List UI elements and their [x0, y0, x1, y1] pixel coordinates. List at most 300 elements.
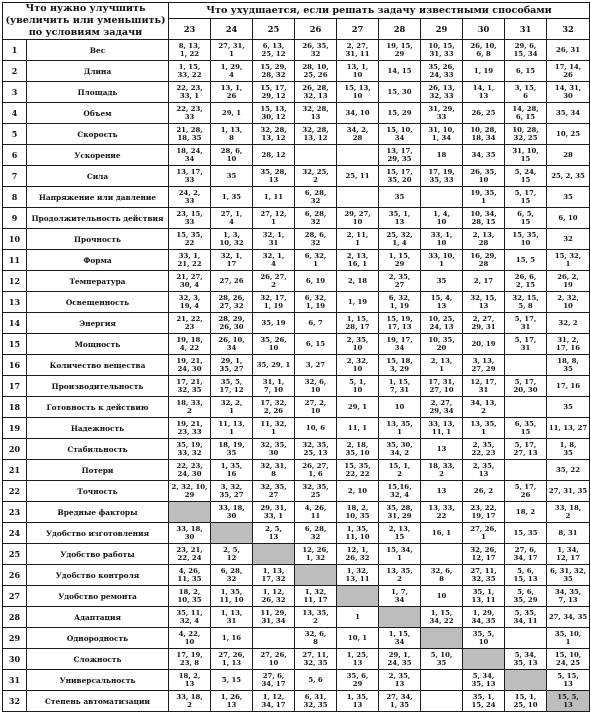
- matrix-cell: 11, 1: [337, 418, 379, 439]
- matrix-cell: 2, 35, 22, 23: [463, 439, 505, 460]
- matrix-cell: 35: [421, 271, 463, 292]
- matrix-cell: 32, 2, 1: [211, 397, 253, 418]
- matrix-cell: 18, 2: [505, 502, 547, 523]
- matrix-cell: 5, 6, 35, 29: [505, 586, 547, 607]
- header-improve: Что нужно улучшить (увеличить или уменьшить) по условиям задачи: [3, 3, 169, 40]
- matrix-cell: 15, 1, 25, 10: [505, 691, 547, 712]
- matrix-cell: 2, 10: [337, 481, 379, 502]
- matrix-cell: 31, 10, 15: [505, 145, 547, 166]
- matrix-cell: 33, 18, 2: [547, 502, 590, 523]
- row-parameter-name: Освещенность: [27, 292, 169, 313]
- matrix-cell: [505, 670, 547, 691]
- row-number: 10: [3, 229, 27, 250]
- row-parameter-name: Удобство изготовления: [27, 523, 169, 544]
- table-row: [3, 187, 590, 208]
- matrix-cell: 11, 13, 1: [211, 418, 253, 439]
- row-number: 3: [3, 82, 27, 103]
- matrix-cell: 27, 26, 1, 13: [211, 649, 253, 670]
- row-parameter-name: Вредные факторы: [27, 502, 169, 523]
- matrix-cell: 13, 35, 1: [463, 418, 505, 439]
- matrix-cell: 2, 27, 29, 34: [421, 397, 463, 418]
- matrix-cell: 33, 18, 30: [211, 502, 253, 523]
- row-number: 31: [3, 670, 27, 691]
- matrix-cell: 6, 28, 32: [295, 208, 337, 229]
- matrix-cell: 15, 13, 10: [337, 82, 379, 103]
- matrix-cell: 13: [421, 481, 463, 502]
- matrix-cell: 1, 11: [253, 187, 295, 208]
- matrix-cell: 35, 28, 13: [253, 166, 295, 187]
- matrix-cell: 25, 11: [337, 166, 379, 187]
- matrix-cell: 2, 27, 29, 31: [463, 313, 505, 334]
- matrix-cell: 2, 18, 35, 10: [337, 439, 379, 460]
- matrix-cell: 6, 7: [295, 313, 337, 334]
- matrix-cell: 17, 16: [547, 376, 590, 397]
- matrix-cell: 17, 19, 35, 33: [421, 166, 463, 187]
- matrix-cell: 35, 26, 10: [253, 334, 295, 355]
- row-parameter-name: Производительность: [27, 376, 169, 397]
- matrix-cell: [337, 145, 379, 166]
- table-row: [3, 607, 590, 628]
- matrix-cell: 10, 1: [337, 628, 379, 649]
- matrix-cell: 32, 28, 13, 12: [253, 124, 295, 145]
- matrix-cell: 1, 15, 34, 22: [421, 607, 463, 628]
- matrix-cell: 2, 35, 10: [337, 334, 379, 355]
- matrix-cell: 1, 19: [463, 61, 505, 82]
- matrix-cell: 27, 2, 10: [295, 397, 337, 418]
- row-parameter-name: Мощность: [27, 334, 169, 355]
- matrix-cell: 15, 5, 13: [547, 691, 590, 712]
- matrix-cell: 35, 34: [547, 103, 590, 124]
- matrix-cell: 26, 2: [463, 481, 505, 502]
- matrix-cell: 29, 6, 15, 34: [505, 40, 547, 61]
- matrix-cell: 1, 8, 35: [547, 439, 590, 460]
- matrix-cell: 2, 11, 1: [337, 229, 379, 250]
- matrix-cell: 2, 32, 10: [337, 355, 379, 376]
- matrix-cell: 10, 28, 18, 34: [463, 124, 505, 145]
- matrix-cell: 33, 18, 30: [169, 523, 211, 544]
- matrix-cell: [295, 565, 337, 586]
- matrix-cell: 13: [421, 439, 463, 460]
- column-header-30: 30: [463, 18, 505, 39]
- matrix-cell: 12, 1, 26, 32: [337, 544, 379, 565]
- matrix-cell: [379, 607, 421, 628]
- matrix-cell: 12, 17, 31: [463, 376, 505, 397]
- row-number: 18: [3, 397, 27, 418]
- row-parameter-name: Температура: [27, 271, 169, 292]
- matrix-cell: 32, 26, 12, 17: [463, 544, 505, 565]
- matrix-cell: 34, 35, 7, 13: [547, 586, 590, 607]
- matrix-cell: 1, 35, 11, 10: [211, 586, 253, 607]
- matrix-cell: 32, 15, 5, 8: [505, 292, 547, 313]
- matrix-cell: 27, 34, 35: [547, 607, 590, 628]
- matrix-cell: 18: [421, 145, 463, 166]
- matrix-cell: 32, 15, 13: [463, 292, 505, 313]
- table-row: [3, 670, 590, 691]
- row-parameter-name: Длина: [27, 61, 169, 82]
- matrix-cell: 2, 18: [337, 271, 379, 292]
- matrix-cell: 6, 13, 25, 12: [253, 40, 295, 61]
- matrix-cell: 5, 1, 10: [337, 376, 379, 397]
- table-row: [3, 334, 590, 355]
- matrix-cell: 15, 18, 3, 29: [379, 355, 421, 376]
- matrix-cell: 5, 15: [211, 670, 253, 691]
- row-parameter-name: Готовность к действию: [27, 397, 169, 418]
- matrix-cell: 23, 22, 19, 17: [463, 502, 505, 523]
- matrix-cell: 32, 35, 27: [253, 481, 295, 502]
- matrix-cell: 1, 12, 26, 32: [253, 586, 295, 607]
- table-row: [3, 103, 590, 124]
- row-number: 25: [3, 544, 27, 565]
- matrix-cell: 15, 35, 22, 22: [337, 460, 379, 481]
- matrix-cell: 27, 1, 4: [211, 208, 253, 229]
- table-row: [3, 82, 590, 103]
- row-number: 32: [3, 691, 27, 712]
- matrix-cell: 4, 26, 11, 35: [169, 565, 211, 586]
- matrix-cell: 13, 17, 29, 35: [379, 145, 421, 166]
- matrix-cell: 19, 17, 34: [379, 334, 421, 355]
- table-row: [3, 691, 590, 712]
- matrix-cell: 10, 34, 28, 15: [463, 208, 505, 229]
- column-header-29: 29: [421, 18, 463, 39]
- matrix-cell: 13, 17, 33: [169, 166, 211, 187]
- matrix-cell: 26, 10, 34: [211, 334, 253, 355]
- matrix-cell: [505, 397, 547, 418]
- matrix-cell: 6, 32, 1, 19: [295, 292, 337, 313]
- matrix-cell: 8, 13, 1, 22: [169, 40, 211, 61]
- matrix-cell: 10: [421, 586, 463, 607]
- matrix-cell: 3, 32, 35, 27: [211, 481, 253, 502]
- matrix-cell: 15,16, 32, 4: [379, 481, 421, 502]
- matrix-cell: 2, 32, 10, 29: [169, 481, 211, 502]
- row-parameter-name: Сила: [27, 166, 169, 187]
- matrix-cell: 2, 13, 16, 1: [337, 250, 379, 271]
- matrix-cell: 15, 32, 1: [547, 250, 590, 271]
- matrix-cell: 18, 8, 35: [547, 355, 590, 376]
- matrix-cell: 6, 31, 32, 35: [547, 565, 590, 586]
- matrix-cell: 1, 4, 10: [421, 208, 463, 229]
- matrix-cell: 32, 28, 13, 12: [295, 124, 337, 145]
- matrix-cell: 17, 19, 23, 8: [169, 649, 211, 670]
- matrix-cell: 35, 1, 13, 11: [463, 586, 505, 607]
- matrix-cell: 26, 27, 2: [253, 271, 295, 292]
- matrix-cell: 35, 30, 34, 2: [379, 439, 421, 460]
- row-parameter-name: Форма: [27, 250, 169, 271]
- matrix-cell: 6, 35, 15: [505, 418, 547, 439]
- matrix-cell: 27, 11, 32, 35: [295, 649, 337, 670]
- matrix-cell: 14, 28, 6, 15: [505, 103, 547, 124]
- table-row: [3, 355, 590, 376]
- matrix-cell: 15, 19, 17, 13: [379, 313, 421, 334]
- table-row: [3, 229, 590, 250]
- matrix-cell: 8, 31: [547, 523, 590, 544]
- column-header-23: 23: [169, 18, 211, 39]
- row-parameter-name: Степень автоматизации: [27, 691, 169, 712]
- matrix-cell: 1, 13, 17, 32: [253, 565, 295, 586]
- column-header-27: 27: [337, 18, 379, 39]
- row-number: 8: [3, 187, 27, 208]
- matrix-cell: 4, 26, 11: [295, 502, 337, 523]
- matrix-cell: 1, 15, 29: [379, 250, 421, 271]
- matrix-cell: 27, 26, 10: [253, 649, 295, 670]
- matrix-cell: 22, 23, 24, 30: [169, 460, 211, 481]
- matrix-cell: 29, 1, 24, 35: [379, 649, 421, 670]
- row-number: 11: [3, 250, 27, 271]
- matrix-cell: 35, 1, 13: [379, 208, 421, 229]
- matrix-cell: 15, 10, 34: [379, 124, 421, 145]
- matrix-cell: 1, 13, 31: [211, 607, 253, 628]
- row-number: 21: [3, 460, 27, 481]
- matrix-cell: 32, 3, 19, 4: [169, 292, 211, 313]
- matrix-cell: 29, 31, 33, 1: [253, 502, 295, 523]
- matrix-cell: 35, 19: [253, 313, 295, 334]
- matrix-cell: [211, 523, 253, 544]
- matrix-cell: 13, 1, 26: [211, 82, 253, 103]
- matrix-cell: 23, 21, 22, 24: [169, 544, 211, 565]
- matrix-cell: 15, 4, 13: [421, 292, 463, 313]
- matrix-cell: 27, 11, 32, 35: [463, 565, 505, 586]
- row-parameter-name: Ускорение: [27, 145, 169, 166]
- matrix-cell: 35, 6, 29: [337, 670, 379, 691]
- matrix-cell: 32, 25, 2: [295, 166, 337, 187]
- matrix-cell: 2, 27, 31, 11: [337, 40, 379, 61]
- matrix-cell: 1, 35: [211, 187, 253, 208]
- matrix-cell: 34, 10: [337, 103, 379, 124]
- matrix-cell: 6, 32, 1, 19: [379, 292, 421, 313]
- matrix-cell: 16, 1: [421, 523, 463, 544]
- matrix-cell: 15, 1, 2: [379, 460, 421, 481]
- matrix-cell: 15, 17, 35, 20: [379, 166, 421, 187]
- matrix-cell: 28, 26, 27, 32: [211, 292, 253, 313]
- matrix-cell: 18, 33, 2: [421, 460, 463, 481]
- matrix-cell: 26, 31: [547, 40, 590, 61]
- matrix-cell: 13, 35, 2: [295, 607, 337, 628]
- matrix-cell: 15, 17, 29, 12: [253, 82, 295, 103]
- matrix-cell: 6, 28, 32: [211, 565, 253, 586]
- matrix-cell: 32, 17, 1, 19: [253, 292, 295, 313]
- row-number: 6: [3, 145, 27, 166]
- table-row: [3, 292, 590, 313]
- matrix-cell: 15, 30: [379, 82, 421, 103]
- matrix-cell: 28, 6, 32: [295, 229, 337, 250]
- matrix-cell: 6, 32, 1: [295, 250, 337, 271]
- matrix-cell: 32, 1, 4: [253, 250, 295, 271]
- matrix-cell: 2, 32, 10: [547, 292, 590, 313]
- row-number: 27: [3, 586, 27, 607]
- row-number: 29: [3, 628, 27, 649]
- matrix-cell: 16, 29, 28: [463, 250, 505, 271]
- matrix-cell: 11, 29, 31, 34: [253, 607, 295, 628]
- column-header-25: 25: [253, 18, 295, 39]
- matrix-cell: 26, 27, 1, 6: [295, 460, 337, 481]
- matrix-cell: 31, 1, 7, 10: [253, 376, 295, 397]
- row-parameter-name: Универсальность: [27, 670, 169, 691]
- row-number: 23: [3, 502, 27, 523]
- table-row: [3, 61, 590, 82]
- row-number: 22: [3, 481, 27, 502]
- matrix-cell: 4, 22, 10: [169, 628, 211, 649]
- matrix-cell: 23, 15, 33: [169, 208, 211, 229]
- matrix-cell: 19, 21, 24, 30: [169, 355, 211, 376]
- matrix-cell: 15, 29: [379, 103, 421, 124]
- matrix-cell: 13, 33, 22: [421, 502, 463, 523]
- matrix-cell: 25, 2, 35: [547, 166, 590, 187]
- table-row: [3, 628, 590, 649]
- matrix-cell: 11, 32, 1: [253, 418, 295, 439]
- matrix-cell: 26, 35, 10: [463, 166, 505, 187]
- matrix-cell: 18, 2, 13: [169, 670, 211, 691]
- column-header-31: 31: [505, 18, 547, 39]
- matrix-cell: 6, 28, 32: [295, 523, 337, 544]
- matrix-cell: 32, 2: [547, 313, 590, 334]
- row-number: 19: [3, 418, 27, 439]
- matrix-cell: 34, 2, 28: [337, 124, 379, 145]
- row-number: 12: [3, 271, 27, 292]
- matrix-cell: [253, 544, 295, 565]
- table-row: [3, 565, 590, 586]
- matrix-cell: [337, 586, 379, 607]
- row-parameter-name: Удобство работы: [27, 544, 169, 565]
- matrix-cell: 32, 35, 25, 13: [295, 439, 337, 460]
- matrix-cell: 35: [547, 187, 590, 208]
- matrix-cell: 15, 34, 1: [379, 544, 421, 565]
- matrix-cell: 1, 35, 11, 10: [337, 523, 379, 544]
- matrix-cell: 2, 13, 1: [421, 355, 463, 376]
- matrix-cell: 3, 13, 27, 29: [463, 355, 505, 376]
- matrix-cell: 3, 15, 6: [505, 82, 547, 103]
- matrix-cell: 1, 35, 13: [337, 691, 379, 712]
- matrix-cell: 17, 21, 32, 35: [169, 376, 211, 397]
- matrix-cell: 2, 5, 13: [253, 523, 295, 544]
- matrix-cell: 5, 17, 27, 13: [505, 439, 547, 460]
- matrix-cell: 15, 29, 28, 32: [253, 61, 295, 82]
- matrix-cell: 35, 5, 10: [463, 628, 505, 649]
- row-parameter-name: Энергия: [27, 313, 169, 334]
- matrix-cell: [421, 187, 463, 208]
- matrix-cell: 26, 35, 32: [295, 40, 337, 61]
- table-row: [3, 502, 590, 523]
- row-number: 5: [3, 124, 27, 145]
- matrix-cell: 33, 13, 11, 1: [421, 418, 463, 439]
- matrix-cell: 15, 35, 10: [505, 229, 547, 250]
- matrix-cell: 5, 17, 31: [505, 313, 547, 334]
- matrix-cell: 21, 27, 30, 4: [169, 271, 211, 292]
- matrix-cell: 18, 2, 10, 35: [337, 502, 379, 523]
- row-number: 2: [3, 61, 27, 82]
- row-parameter-name: Напряжение или давление: [27, 187, 169, 208]
- matrix-cell: 1, 15, 28, 17: [337, 313, 379, 334]
- matrix-cell: 29, 1, 35, 27: [211, 355, 253, 376]
- matrix-cell: 15, 13, 30, 12: [253, 103, 295, 124]
- matrix-cell: 5, 34, 35, 13: [463, 670, 505, 691]
- matrix-cell: 32, 35, 30: [253, 439, 295, 460]
- matrix-cell: 14, 15: [379, 61, 421, 82]
- matrix-cell: 33, 1, 10: [421, 229, 463, 250]
- matrix-cell: 32, 1, 31: [253, 229, 295, 250]
- matrix-cell: 35, 10, 1: [547, 628, 590, 649]
- matrix-cell: 6, 28, 32: [295, 187, 337, 208]
- matrix-cell: 11, 13, 27: [547, 418, 590, 439]
- matrix-cell: 31, 29, 33: [421, 103, 463, 124]
- matrix-cell: 26, 13, 32, 33: [421, 82, 463, 103]
- matrix-cell: 2, 5, 12: [211, 544, 253, 565]
- column-header-28: 28: [379, 18, 421, 39]
- matrix-cell: 27, 31, 35: [547, 481, 590, 502]
- matrix-cell: 28, 12: [253, 145, 295, 166]
- matrix-cell: 26, 2, 19: [547, 271, 590, 292]
- matrix-cell: 19, 15, 29: [379, 40, 421, 61]
- matrix-cell: [421, 670, 463, 691]
- matrix-cell: 35, 22: [547, 460, 590, 481]
- table-row: [3, 418, 590, 439]
- matrix-cell: 2, 35, 27: [379, 271, 421, 292]
- matrix-cell: 21, 22, 23: [169, 313, 211, 334]
- matrix-cell: 28: [547, 145, 590, 166]
- matrix-cell: 1, 35, 16: [211, 460, 253, 481]
- row-parameter-name: Точность: [27, 481, 169, 502]
- table-row: [3, 145, 590, 166]
- matrix-cell: 17, 32, 2, 26: [253, 397, 295, 418]
- matrix-cell: 19, 18, 4, 22: [169, 334, 211, 355]
- row-number: 28: [3, 607, 27, 628]
- table-row: [3, 271, 590, 292]
- matrix-cell: 18, 33, 2: [169, 397, 211, 418]
- row-number: 13: [3, 292, 27, 313]
- matrix-cell: 29, 1: [211, 103, 253, 124]
- matrix-cell: 3, 27: [295, 355, 337, 376]
- matrix-cell: [505, 460, 547, 481]
- matrix-cell: 31, 10, 1, 34: [421, 124, 463, 145]
- table-row: [3, 124, 590, 145]
- matrix-cell: 32: [547, 229, 590, 250]
- matrix-cell: 1, 15, 7, 31: [379, 376, 421, 397]
- matrix-cell: 27, 31, 1: [211, 40, 253, 61]
- matrix-cell: 5, 6, 15, 13: [505, 565, 547, 586]
- matrix-cell: 32, 1, 17: [211, 250, 253, 271]
- matrix-cell: 27, 12, 1: [253, 208, 295, 229]
- matrix-cell: 31, 2, 17, 16: [547, 334, 590, 355]
- row-number: 16: [3, 355, 27, 376]
- row-number: 4: [3, 103, 27, 124]
- contradiction-matrix: [2, 2, 590, 712]
- matrix-cell: 5, 6: [295, 670, 337, 691]
- matrix-cell: 18, 19, 35: [211, 439, 253, 460]
- matrix-cell: 1, 15, 33, 22: [169, 61, 211, 82]
- matrix-cell: 10, 25, 24, 13: [421, 313, 463, 334]
- matrix-cell: 26, 25: [463, 103, 505, 124]
- matrix-cell: 18, 24, 34: [169, 145, 211, 166]
- matrix-cell: 33, 18, 2: [169, 691, 211, 712]
- matrix-cell: 2, 35, 13: [379, 670, 421, 691]
- matrix-cell: 35, 5, 17, 12: [211, 376, 253, 397]
- matrix-cell: 6, 10: [547, 208, 590, 229]
- header-worsens: Что ухудшается, если решать задачу известными способами: [169, 3, 590, 19]
- table-row: [3, 376, 590, 397]
- matrix-cell: 34, 35: [463, 145, 505, 166]
- row-number: 24: [3, 523, 27, 544]
- matrix-cell: 32, 31, 8: [253, 460, 295, 481]
- matrix-cell: [295, 145, 337, 166]
- matrix-cell: 35, 19, 33, 32: [169, 439, 211, 460]
- table-row: [3, 166, 590, 187]
- matrix-cell: 35, 11, 32, 4: [169, 607, 211, 628]
- matrix-cell: 6, 5, 15: [505, 208, 547, 229]
- matrix-cell: 22, 23, 33, 1: [169, 82, 211, 103]
- matrix-cell: 5, 34, 35, 13: [505, 649, 547, 670]
- matrix-cell: 28, 6, 10: [211, 145, 253, 166]
- matrix-cell: 27, 34, 1, 35: [379, 691, 421, 712]
- row-parameter-name: Потери: [27, 460, 169, 481]
- matrix-cell: [421, 544, 463, 565]
